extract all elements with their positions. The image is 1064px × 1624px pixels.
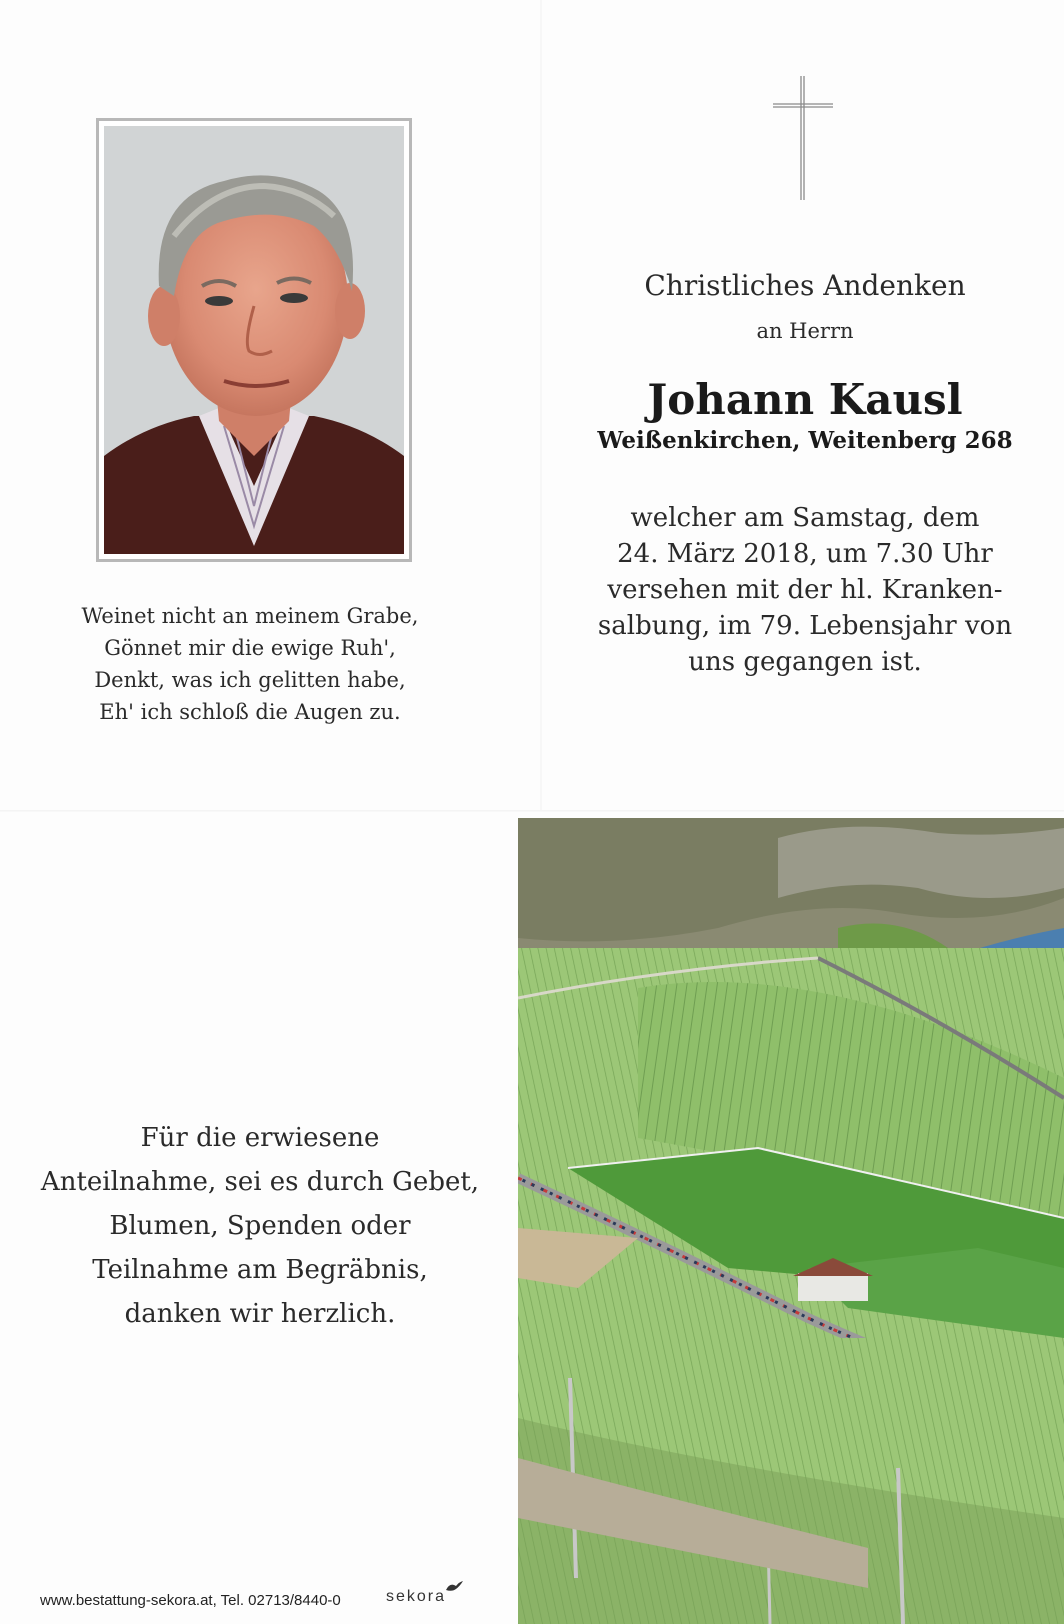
poem-line: Eh' ich schloß die Augen zu. — [99, 700, 401, 724]
subheading: an Herrn — [756, 319, 854, 343]
thanks-line: Blumen, Spenden oder — [109, 1211, 411, 1241]
center-fold — [540, 0, 542, 810]
fold-line — [0, 810, 1064, 812]
landscape-photo — [518, 818, 1064, 1624]
notice-line: 24. März 2018, um 7.30 Uhr — [617, 539, 993, 569]
heading: Christliches Andenken — [644, 269, 966, 302]
poem-line: Weinet nicht an meinem Grabe, — [81, 604, 419, 628]
notice-line: welcher am Samstag, dem — [630, 503, 980, 533]
logo-text: sekora — [386, 1588, 447, 1605]
poem-line: Gönnet mir die ewige Ruh', — [104, 636, 396, 660]
poem-line: Denkt, was ich gelitten habe, — [94, 668, 406, 692]
notice-line: salbung, im 79. Lebensjahr von — [597, 611, 1013, 641]
thanks-line: Für die erwiesene — [140, 1123, 380, 1153]
notice-line: versehen mit der hl. Kranken- — [607, 575, 1003, 605]
company-logo — [386, 1588, 446, 1606]
thanks-text — [40, 1116, 480, 1336]
vineyard-illustration — [518, 818, 1064, 1624]
deceased-address: Weißenkirchen, Weitenberg 268 — [597, 427, 1013, 454]
portrait-illustration — [104, 126, 404, 554]
thanks-line: Anteilnahme, sei es durch Gebet, — [40, 1167, 480, 1197]
notice-line: uns gegangen ist. — [688, 647, 922, 677]
death-notice — [560, 500, 1050, 680]
deceased-name: Johann Kausl — [647, 375, 963, 424]
cross-icon — [773, 76, 833, 200]
thanks-line: Teilnahme am Begräbnis, — [92, 1255, 428, 1285]
portrait-photo — [104, 126, 404, 554]
obituary-text — [560, 260, 1050, 680]
poem — [60, 600, 440, 728]
footer-contact: www.bestattung-sekora.at, Tel. 02713/8440-0 — [40, 1592, 341, 1609]
thanks-line: danken wir herzlich. — [124, 1299, 396, 1329]
portrait-frame — [96, 118, 412, 562]
bird-icon — [444, 1580, 464, 1594]
